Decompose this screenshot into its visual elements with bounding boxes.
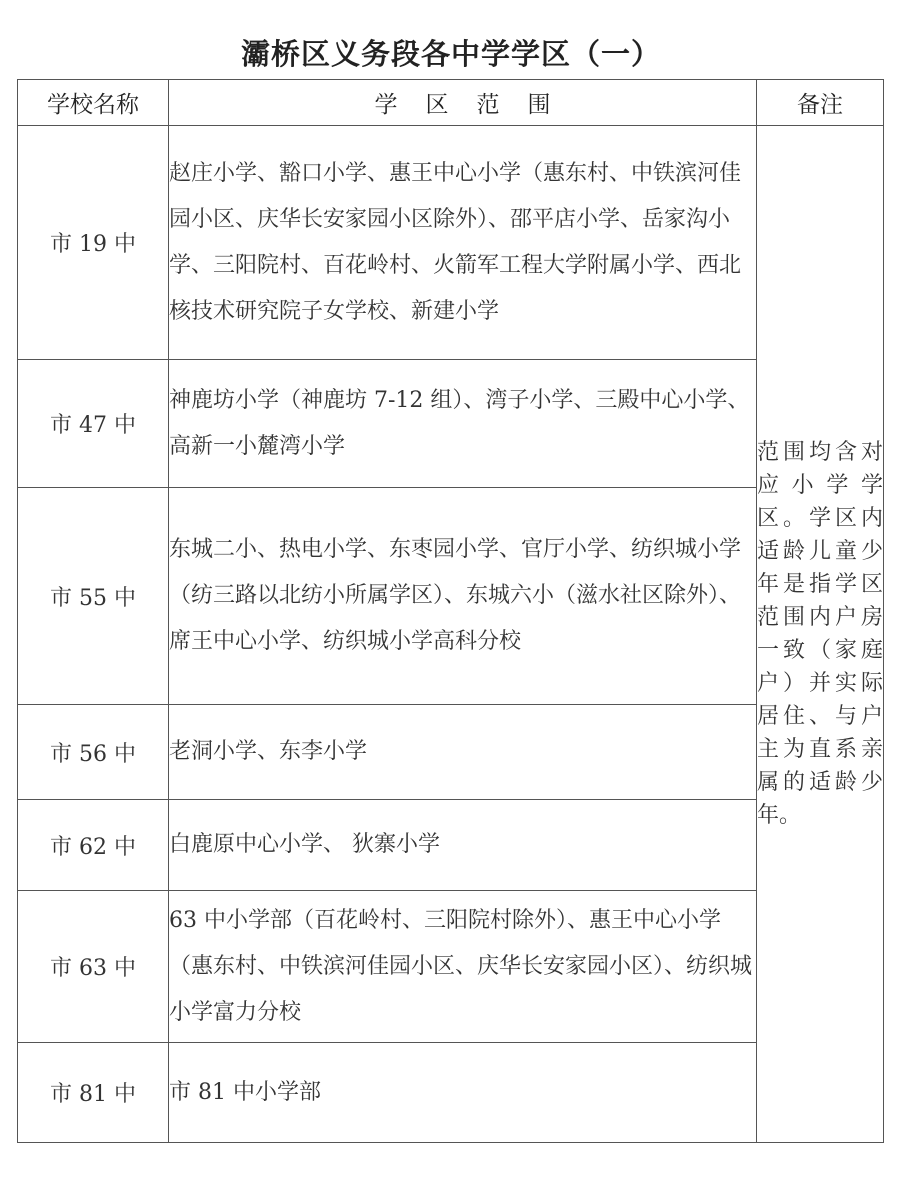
school-name-cell: 市 55 中 [18, 488, 169, 705]
page-title: 灞桥区义务段各中学学区（一） [240, 37, 661, 71]
table-header-row [18, 80, 884, 126]
district-scope-cell: 神鹿坊小学（神鹿坊 7-12 组）、湾子小学、三殿中心小学、高新一小麓湾小学 [169, 360, 757, 488]
school-name-cell: 市 81 中 [18, 1043, 169, 1143]
district-scope-cell: 东城二小、热电小学、东枣园小学、官厅小学、纺织城小学（纺三路以北纺小所属学区）、东城六小（滋水社区除外）、席王中心小学、纺织城小学高科分校 [169, 488, 757, 705]
school-name-cell: 市 47 中 [18, 360, 169, 488]
district-scope-cell: 老洞小学、东李小学 [169, 705, 757, 800]
header-remarks: 备注 [757, 80, 884, 126]
school-name-cell: 市 19 中 [18, 126, 169, 360]
district-scope-cell: 63 中小学部（百花岭村、三阳院村除外）、惠王中心小学（惠东村、中铁滨河佳园小区、庆华长安家园小区）、纺织城小学富力分校 [169, 891, 757, 1043]
table-row [18, 1043, 884, 1143]
table-row [18, 705, 884, 800]
district-scope-cell: 白鹿原中心小学、 狄寨小学 [169, 800, 757, 891]
header-district-scope: 学区范围 [169, 80, 757, 126]
district-scope-cell: 市 81 中小学部 [169, 1043, 757, 1143]
school-name-cell: 市 62 中 [18, 800, 169, 891]
header-school-name: 学校名称 [18, 80, 169, 126]
school-name-cell: 市 63 中 [18, 891, 169, 1043]
table-row [18, 488, 884, 705]
table-row [18, 360, 884, 488]
school-name-cell: 市 56 中 [18, 705, 169, 800]
table-row [18, 126, 884, 360]
school-district-table [17, 79, 884, 1143]
district-scope-cell: 赵庄小学、豁口小学、惠王中心小学（惠东村、中铁滨河佳园小区、庆华长安家园小区除外）、邵平店小学、岳家沟小学、三阳院村、百花岭村、火箭军工程大学附属小学、西北核技术研究院子女学校、新建小学 [169, 126, 757, 360]
table-row [18, 891, 884, 1043]
table-row [18, 800, 884, 891]
remarks-cell: 范围均含对应小学学区。学区内适龄儿童少年是指学区范围内户房一致（家庭户）并实际居住、与户主为直系亲属的适龄少年。 [757, 126, 884, 1143]
